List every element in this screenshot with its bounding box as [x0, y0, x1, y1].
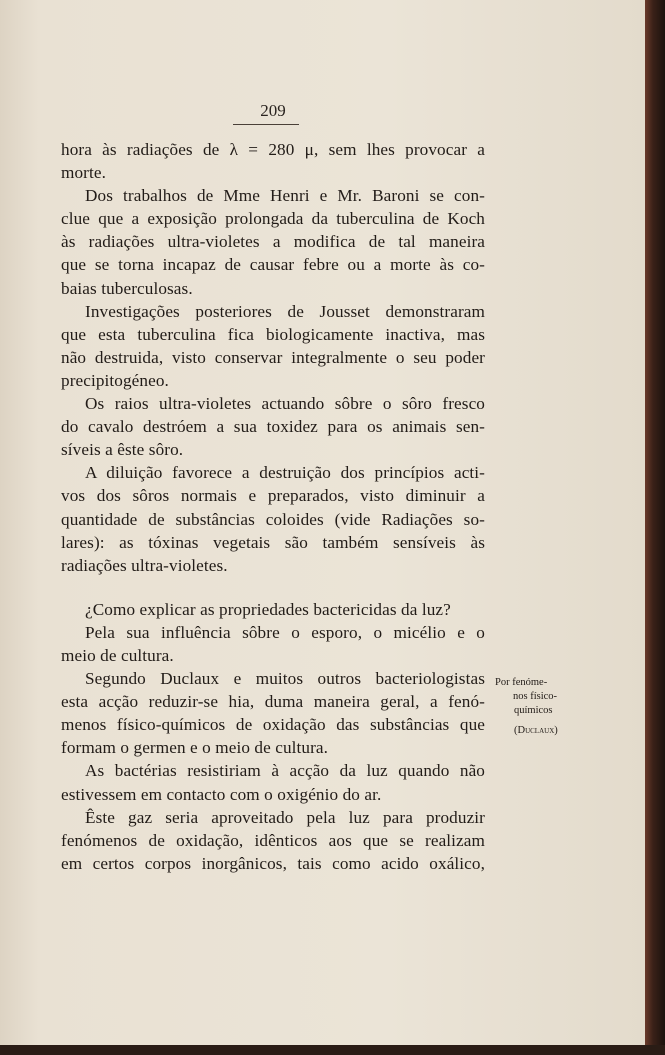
text-line: vos dos sôros normais e preparados, visto diminuir a [61, 486, 485, 506]
text-line: hora às radiações de λ = 280 μ, sem lhes provocar a [61, 140, 485, 159]
text-line: precipitogéneo. [61, 370, 169, 390]
text-line: Investigações posteriores de Jousset demonstraram [85, 301, 485, 321]
text-line: As bactérias resistiriam à acção da luz quando não [85, 761, 485, 781]
text-line: radiações ultra-violetes. [61, 555, 228, 575]
text-line: às radiações ultra-violetes a modifica de tal maneira [61, 232, 485, 252]
text-line: que se torna incapaz de causar febre ou a morte às co- [61, 255, 485, 275]
scan-border [0, 1045, 665, 1055]
margin-note-line: (Duclaux) [514, 725, 558, 736]
text-line: clue que a exposição prolongada da tuberculina de Koch [61, 209, 485, 229]
text-line: formam o germen e o meio de cultura. [61, 738, 329, 758]
margin-note [495, 676, 575, 738]
page-number: 209 [260, 101, 286, 120]
text-line: ¿Como explicar as propriedades bactericidas da luz? [85, 599, 451, 619]
text-line: Dos trabalhos de Mme Henri e Mr. Baroni se con- [85, 186, 485, 206]
text-line: baias tuberculosas. [61, 278, 193, 298]
text-line: em certos corpos inorgânicos, tais como acido oxálico, [61, 853, 485, 873]
text-line: morte. [61, 163, 106, 183]
text-line: quantidade de substâncias coloides (vide Radiações so- [61, 509, 485, 529]
text-line: Êste gaz seria aproveitado pela luz para produzir [85, 807, 485, 827]
text-line: esta acção reduzir-se hia, duma maneira geral, a fenó- [61, 692, 485, 712]
text-line: A diluição favorece a destruição dos princípios acti- [85, 463, 485, 483]
text-line: Pela sua influência sôbre o esporo, o micélio e o [85, 622, 485, 642]
margin-note-line: Por fenóme- [495, 677, 548, 688]
text-line: fenómenos de oxidação, idênticos aos que se realizam [61, 830, 485, 850]
margin-note-line: químicos [514, 705, 553, 716]
book-edge [645, 0, 665, 1055]
text-line: lares): as tóxinas vegetais são também sensíveis às [61, 532, 485, 552]
header-rule [233, 124, 299, 125]
text-line: menos físico-químicos de oxidação das substâncias que [61, 715, 485, 735]
text-line: estivessem em contacto com o oxigénio do ar. [61, 784, 382, 804]
margin-note-line: nos físico- [513, 691, 558, 702]
text-line: do cavalo destróem a sua toxidez para os animais sen- [61, 417, 485, 437]
text-line: meio de cultura. [61, 645, 174, 665]
text-line: que esta tuberculina fica biologicamente inactiva, mas [61, 324, 485, 344]
section-gap [61, 577, 485, 598]
text-line: Segundo Duclaux e muitos outros bacteriologistas [85, 669, 485, 689]
text-line: Os raios ultra-violetes actuando sôbre o sôro fresco [85, 394, 485, 414]
body-text [61, 138, 485, 875]
text-line: não destruida, visto conservar integralmente o seu poder [61, 347, 485, 367]
text-line: síveis a êste sôro. [61, 440, 184, 460]
